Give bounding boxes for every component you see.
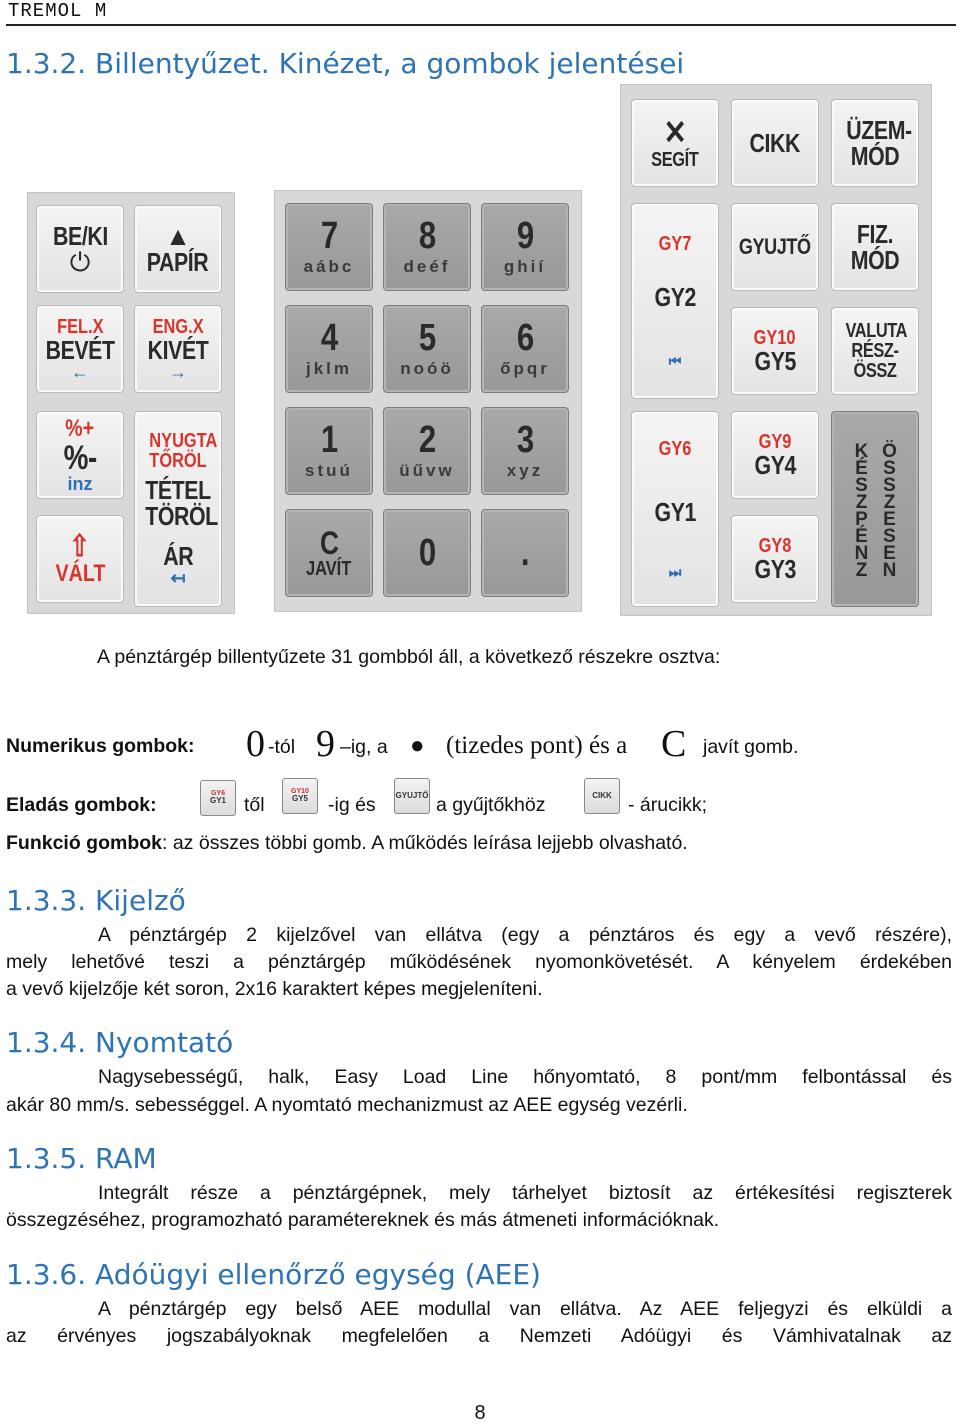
key-gy9-gy4: GY9 GY4 [731, 411, 819, 499]
key-bevet: FEL.X BEVÉT ← [36, 305, 124, 393]
arrow-return-icon: ↤ [170, 568, 186, 588]
key-6: 6 őpqr [481, 305, 569, 393]
display-para-line-2: mely lehetővé teszi a pénztárgép működésének nyomonkövetését. A kényelem érdekében [6, 951, 952, 973]
section-title-1-3-2: 1.3.2. Billentyűzet. Kinézet, a gombok jelentései [6, 47, 685, 80]
key-0: 0 [383, 509, 471, 597]
key-9: 9 ghií [481, 203, 569, 291]
mini-key-gy10-gy5: GY10 GY5 [282, 778, 318, 814]
key-gy6-gy1: GY6 GY1 ⏭ [631, 411, 719, 607]
key-gy10-gy5: GY10 GY5 [731, 307, 819, 395]
key-decimal-point: . [481, 509, 569, 597]
key-segit: ✕ SEGÍT [631, 99, 719, 187]
key-8: 8 deéf [383, 203, 471, 291]
key-gy8-gy3: GY8 GY3 [731, 515, 819, 603]
key-3: 3 xyz [481, 407, 569, 495]
key-percent: %+ %- inz [36, 411, 124, 499]
display-para-line-3: a vevő kijelzője két soron, 2x16 karaktert képes megjeleníteni. [6, 978, 543, 1000]
section-title-1-3-5: 1.3.5. RAM [6, 1142, 157, 1175]
key-cikk: CIKK [731, 99, 819, 187]
mini-key-cikk: CIKK [584, 778, 620, 814]
sales-keys-line: Eladás gombok: GY6 GY1 től GY10 GY5 -ig és GYUJTŐ a gyűjtőkhöz CIKK - árucikk; [6, 776, 956, 820]
key-4: 4 jklm [285, 305, 373, 393]
key-tetel-torol-ar: NYUGTA TŐRÖL TÉTEL TÖRÖL ÁR ↤ [134, 411, 222, 607]
decimal-dot-icon: ● [410, 732, 425, 759]
shift-icon: ⇧ [69, 530, 91, 563]
sales-keys-panel [620, 84, 932, 616]
aee-para-line-2: az érvényes jogszabályoknak megfelelően a Nemzeti Adóügyi és Vámhivatalnak az [6, 1325, 952, 1347]
first-page-icon: ⏮ [668, 353, 682, 369]
ram-para-line-1: Integrált része a pénztárgépnek, mely tárhelyet biztosít az értékesítési regiszterek [98, 1182, 952, 1204]
key-7: 7 aábc [285, 203, 373, 291]
key-keszpenz-osszesen: KÉSZPÉNZ ÖSSZESEN [831, 411, 919, 607]
numeric-keys-line: Numerikus gombok: 0 -tól 9 –ig, a ● (tizedes pont) és a C javít gomb. [6, 723, 799, 765]
display-para-line-1: A pénztárgép 2 kijelzővel van ellátva (egy a pénztáros és egy a vevő részére), [98, 924, 952, 946]
section-title-1-3-4: 1.3.4. Nyomtató [6, 1026, 234, 1059]
running-header: TREMOL M [8, 0, 108, 22]
key-c-javit: C JAVÍT [285, 509, 373, 597]
last-page-icon: ⏭ [668, 564, 682, 580]
key-uzemmod: ÜZEM- MÓD [831, 99, 919, 187]
arrow-left-icon: ← [71, 362, 89, 382]
key-gyujto: GYUJTŐ [731, 203, 819, 291]
section-title-1-3-3: 1.3.3. Kijelző [6, 884, 186, 917]
keyboard-intro: A pénztárgép billentyűzete 31 gombból áll, a következő részekre osztva: [97, 646, 721, 668]
close-icon: ✕ [663, 114, 687, 152]
key-gy7-gy2: GY7 GY2 ⏮ [631, 203, 719, 399]
key-2: 2 üűvw [383, 407, 471, 495]
page-number: 8 [474, 1402, 486, 1424]
key-valuta: VALUTA RÉSZ- ÖSSZ [831, 307, 919, 395]
section-title-1-3-6: 1.3.6. Adóügyi ellenőrző egység (AEE) [6, 1258, 541, 1291]
paper-feed-icon: ▲ [165, 221, 191, 251]
key-fiz-mod: FIZ. MÓD [831, 203, 919, 291]
ram-para-line-2: összegzéséhez, programozható paramétereknek és más átmeneti információknak. [6, 1209, 720, 1231]
mini-key-gyujto: GYUJTŐ [394, 778, 430, 814]
function-keys-panel [27, 192, 235, 614]
key-valt: ⇧ VÁLT [36, 515, 124, 603]
function-keys-line: Funkció gombok: az összes többi gomb. A működés leírása lejjebb olvasható. [6, 832, 688, 854]
printer-para-line-2: akár 80 mm/s. sebességgel. A nyomtató mechanizmust az AEE egység vezérli. [6, 1094, 688, 1116]
header-rule [6, 24, 956, 26]
mini-key-gy6-gy1: GY6 GY1 [200, 780, 236, 816]
key-kivet: ENG.X KIVÉT → [134, 305, 222, 393]
power-icon: ⏻ [69, 247, 91, 277]
numeric-keys-panel [274, 190, 582, 612]
key-1: 1 stuú [285, 407, 373, 495]
printer-para-line-1: Nagysebességű, halk, Easy Load Line hőnyomtató, 8 pont/mm felbontással és [98, 1066, 952, 1088]
key-power: BE/KI ⏻ [36, 205, 124, 293]
keypad-figure [26, 84, 932, 616]
arrow-right-icon: → [169, 362, 187, 382]
key-paper: ▲ PAPÍR [134, 205, 222, 293]
aee-para-line-1: A pénztárgép egy belső AEE modullal van ellátva. Az AEE feljegyzi és elküldi a [98, 1298, 952, 1320]
key-5: 5 noóö [383, 305, 471, 393]
